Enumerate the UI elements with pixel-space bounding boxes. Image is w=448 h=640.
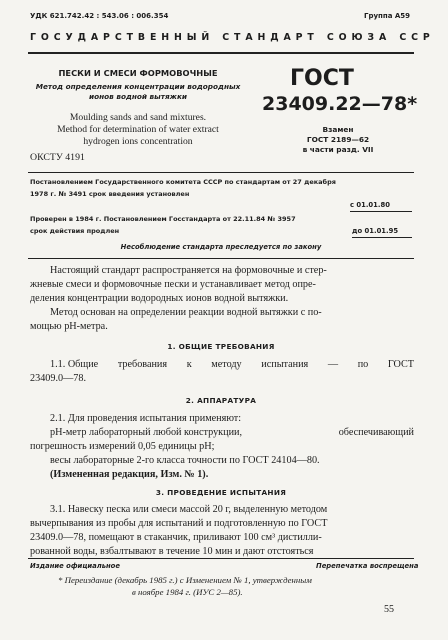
reissue-note: [58, 574, 312, 598]
subtitle-ru-2: ионов водной вытяжки: [88, 92, 188, 101]
sec1-word: к: [186, 359, 192, 370]
replaces-line-1: Взамен: [322, 125, 354, 134]
sec1-word: 1.1. Общие: [50, 359, 99, 370]
method-line-1: Метод основан на определении реакции водной вытяжки с по-: [50, 307, 322, 318]
title-en-line-1: Moulding sands and sand mixtures.: [69, 112, 207, 123]
title-ru: ПЕСКИ И СМЕСИ ФОРМОВОЧНЫЕ: [58, 68, 218, 78]
reprint-notice: Перепечатка воспрещена: [316, 562, 419, 570]
official-edition: Издание официальное: [30, 562, 120, 570]
section-2-text: [30, 412, 414, 482]
udk-code: УДК 621.742.42 : 543.06 : 006.354: [30, 12, 169, 20]
replaces-block: [268, 125, 408, 155]
section-2-line-4: весы лабораторные 2-го класса точности по ГОСТ 24104—80.: [50, 455, 320, 466]
section-2-line-1: 2.1. Для проведения испытания применяют:: [50, 413, 242, 424]
decree-date-1: с 01.01.80: [350, 201, 390, 209]
gost-number: 23409.22—78*: [262, 93, 418, 115]
section-3-heading: 3. ПРОВЕДЕНИЕ ИСПЫТАНИЯ: [155, 488, 287, 497]
section-2-amendment: (Измененная редакция, Изм. № 1).: [50, 469, 209, 480]
footer-divider: [28, 558, 414, 559]
section-1-line-2: 23409.0—78.: [30, 373, 87, 384]
gost-label: ГОСТ: [290, 66, 354, 91]
decree-line-3: Проверен в 1984 г. Постановлением Госстандарта от 22.11.84 № 3957: [30, 215, 296, 223]
sec1-word: —: [327, 359, 339, 370]
replaces-line-2: ГОСТ 2189—62: [306, 135, 370, 144]
subtitle-ru-1: Метод определения концентрации водородных: [35, 82, 241, 91]
section-2-line-3: погрешность измерений 0,05 единицы рН;: [30, 441, 215, 452]
intro-line-3: деления концентрации водородных ионов водной вытяжки.: [30, 293, 289, 304]
reissue-note-line-1: * Переиздание (декабрь 1985 г.) с Изменением № 1, утвержденным: [58, 575, 312, 585]
law-warning: Несоблюдение стандарта преследуется по закону: [120, 243, 322, 251]
title-en: [28, 112, 248, 148]
section-3-line-4: рованной воды, взбалтывают в течение 10 мин и дают отстояться: [30, 546, 314, 557]
section-1-text: [30, 358, 414, 386]
page-number: 55: [384, 604, 394, 615]
title-en-line-2: Method for determination of water extract: [57, 124, 219, 135]
decree-divider: [28, 258, 414, 259]
decree-line-1: Постановлением Государственного комитета СССР по стандартам от 27 декабря: [30, 178, 336, 186]
sec1-word: требования: [117, 359, 168, 370]
section-3-line-1: 3.1. Навеску песка или смеси массой 20 г, выделенную методом: [50, 504, 328, 515]
intro-paragraph: [30, 264, 414, 334]
section-3-line-2: вычерпывания из пробы для испытаний и подготовленную по ГОСТ: [30, 518, 328, 529]
header-divider: [28, 52, 414, 54]
standard-line: ГОСУДАРСТВЕННЫЙ СТАНДАРТ СОЮЗА ССР: [30, 32, 435, 43]
section-3-line-3: 23409.0—78, помещают в стаканчик, приливают 100 см³ дистилли-: [30, 532, 322, 543]
decree-line-4: срок действия продлен: [30, 227, 120, 235]
section-2-heading: 2. АППАРАТУРА: [185, 396, 257, 405]
group-code: Группа А59: [364, 12, 411, 20]
okstu-code: ОКСТУ 4191: [30, 152, 85, 163]
section-3-text: [30, 503, 414, 559]
decree-date-2-rule: [352, 237, 412, 238]
intro-line-1: Настоящий стандарт распространяется на формовочные и стер-: [50, 265, 327, 276]
reissue-note-line-2: в ноябре 1984 г. (ИУС 2—85).: [132, 587, 243, 597]
decree-date-2: до 01.01.95: [352, 227, 399, 235]
method-line-2: мощью рН-метра.: [30, 321, 108, 332]
intro-line-2: жневые смеси и формовочные пески и устанавливает метод опре-: [30, 279, 316, 290]
sec1-word: методу: [211, 359, 242, 370]
replaces-line-3: в части разд. VII: [302, 145, 374, 154]
sec2-phrase: обеспечивающий: [338, 427, 414, 438]
sec1-word: испытания: [261, 359, 309, 370]
decree-date-1-rule: [350, 211, 412, 212]
title-en-line-3: hydrogen ions concentration: [83, 136, 193, 147]
section-2-line-2: [30, 426, 414, 440]
decree-line-2: 1978 г. № 3491 срок введения установлен: [30, 190, 190, 198]
sec1-word: по: [357, 359, 369, 370]
sec1-word: ГОСТ: [387, 359, 414, 370]
sec2-phrase: рН-метр лабораторный любой конструкции,: [50, 427, 243, 438]
title-divider: [28, 172, 414, 173]
section-1-heading: 1. ОБЩИЕ ТРЕБОВАНИЯ: [167, 342, 275, 351]
section-1-line-1: [30, 358, 414, 372]
